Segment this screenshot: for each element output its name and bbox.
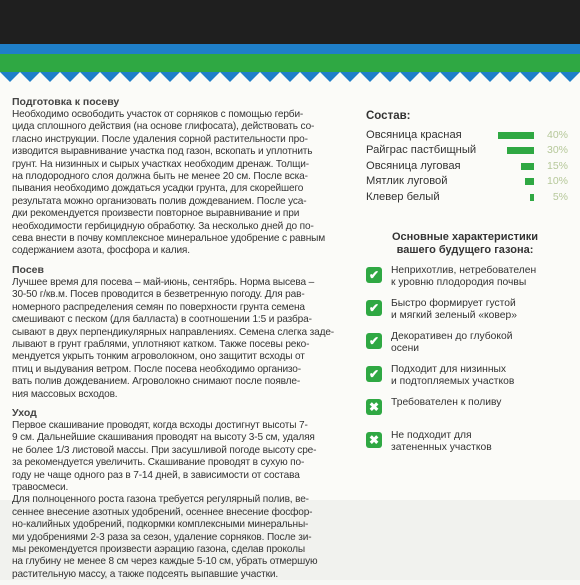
seed-percent: 5% xyxy=(552,190,568,203)
feature-line: Неприхотлив, нетребователен xyxy=(391,264,537,276)
text-line: сеннее внесение азотных удобрений, осеннее внесение фосфор- xyxy=(12,506,313,518)
feature-item xyxy=(366,397,572,430)
text-line: на плодородного слоя должна быть не менее 20 см. После вска- xyxy=(12,171,308,183)
text-line: необходимости гербицидную обработку. За несколько дней до по- xyxy=(12,220,314,232)
sowing-title: Посев xyxy=(12,263,44,276)
features-title-line: вашего будущего газона: xyxy=(396,243,534,256)
cross-icon: ✖ xyxy=(366,432,382,448)
check-icon: ✔ xyxy=(366,333,382,349)
text-line: сева внести в почву комплексное минеральное удобрение с равным xyxy=(12,233,326,245)
sowing-text xyxy=(12,277,358,401)
feature-item xyxy=(366,331,572,364)
cross-icon: ✖ xyxy=(366,399,382,415)
seed-name: Овсяница красная xyxy=(366,129,462,141)
grass-band xyxy=(0,44,580,84)
text-line: грунт. На низинных и сырых участках необходим дренаж. Толщи- xyxy=(12,158,309,170)
seed-percent: 10% xyxy=(546,175,568,188)
text-line: ния массовых всходов. xyxy=(12,388,118,400)
feature-item xyxy=(366,298,572,331)
text-line: мы рекомендуется произвести аэрацию газона, сделав проколы xyxy=(12,544,305,555)
seed-name: Овсяница луговая xyxy=(366,159,461,172)
text-line: изводится выравнивание участка под газон, вскопать и уплотнить xyxy=(12,146,313,158)
care-text xyxy=(12,420,358,581)
text-line: за рекомендуется увеличить. Скашивание проводят в сухую по- xyxy=(12,457,305,469)
text-line: растительную массу, а также подсеять выпавшие участки. xyxy=(12,568,279,580)
feature-text xyxy=(391,397,571,410)
feature-text xyxy=(391,331,571,356)
text-line: гласно инструкции. После удаления сорной растительности про- xyxy=(12,133,308,145)
text-line: Для полноценного роста газона требуется регулярный полив, ве- xyxy=(12,494,309,506)
feature-line: Подходит для низинных xyxy=(391,363,507,375)
composition-title: Состав: xyxy=(366,110,411,122)
text-line: номерного распределения семян по поверхности грунта семена xyxy=(12,301,305,313)
text-line: 9 см. Дальнейшие скашивания проводят на высоту 3-5 см, удаляя xyxy=(12,432,315,444)
composition-row xyxy=(366,143,572,158)
feature-item xyxy=(366,265,572,298)
care-title: Уход xyxy=(12,406,37,419)
text-line: не более 1/3 листовой массы. При засушливой погоде высоту сре- xyxy=(12,444,317,456)
text-line: пывания необходимо дождаться усадки грунта, для скорейшего xyxy=(12,183,304,195)
check-icon: ✔ xyxy=(366,267,382,283)
text-line: цида сплошного действия (на основе глифосата), действовать со- xyxy=(12,121,315,133)
text-line: году не чаще одного раз в 7-14 дней, в зависимости от состава травосмеси. xyxy=(12,469,300,493)
seed-percent: 40% xyxy=(546,129,568,141)
composition-row xyxy=(366,128,572,143)
text-line: вать полив дождеванием. Агроволокно снимают после появле- xyxy=(12,376,301,388)
percent-bar xyxy=(525,178,534,185)
seed-name: Мятлик луговой xyxy=(366,175,448,188)
prep-text xyxy=(12,109,358,258)
feature-item xyxy=(366,430,572,463)
feature-line: Требователен к поливу xyxy=(391,396,502,408)
text-line: птиц и выдувания ветром. После посева необходимо организо- xyxy=(12,363,301,375)
feature-text xyxy=(391,265,571,290)
prep-title: Подготовка к посеву xyxy=(12,96,120,108)
text-line: мендуется укрыть тонким агроволокном, оно защитит всходы от xyxy=(12,351,305,363)
text-line: лывают в грунт граблями, уплотняют катком. Также посевы реко- xyxy=(12,338,310,350)
seed-percent: 15% xyxy=(546,159,568,172)
text-line: 30-50 г/кв.м. Посев проводится в безветренную погоду. Для рав- xyxy=(12,289,305,301)
feature-line: и подтопляемых участков xyxy=(391,376,515,388)
text-line: Лучшее время для посева – май-июнь, сентябрь. Норма высева – xyxy=(12,276,315,288)
percent-bar xyxy=(498,132,534,139)
percent-bar xyxy=(507,147,534,154)
percent-bar xyxy=(521,163,535,170)
feature-line: и мягкий зеленый «ковер» xyxy=(391,310,517,322)
text-line: Первое скашивание проводят, когда всходы достигнут высоты 7- xyxy=(12,419,308,431)
text-line: смешивают с песком (для балласта) в соотношении 1:5 и разбра- xyxy=(12,314,312,326)
percent-bar xyxy=(530,194,535,201)
check-icon: ✔ xyxy=(366,366,382,382)
composition-column xyxy=(366,110,572,463)
features-title xyxy=(370,231,560,257)
composition-row xyxy=(366,174,572,189)
feature-text xyxy=(391,298,571,323)
composition-row xyxy=(366,159,572,174)
feature-line: к уровню плодородия почвы xyxy=(391,277,527,289)
text-line: на глубину не менее 8 см через каждые 5-10 см, убрать отмершую xyxy=(12,556,318,568)
feature-line: осени xyxy=(391,343,420,355)
check-icon: ✔ xyxy=(366,300,382,316)
features-title-line: Основные характеристики xyxy=(391,230,539,243)
feature-text xyxy=(391,364,571,389)
composition-row xyxy=(366,190,572,205)
feature-line: Быстро формирует густой xyxy=(391,297,516,309)
text-line: содержанием азота, фосфора и калия. xyxy=(12,245,190,257)
text-line: результата можно организовать полив дождеванием. После уса- xyxy=(12,195,307,207)
feature-line: Не подходит для xyxy=(391,429,472,441)
feature-line: затененных участков xyxy=(391,442,492,454)
instructions-column xyxy=(12,96,358,585)
text-line: дки рекомендуется произвести повторное выравнивание и при xyxy=(12,208,300,220)
text-line: ми удобрениями 2-3 раза за сезон, удаление сорняков. После зи- xyxy=(12,531,312,543)
feature-item xyxy=(366,364,572,397)
feature-line: Декоративен до глубокой xyxy=(391,330,513,342)
text-line: сывают в двух перпендикулярных направлениях. Семена слегка заде- xyxy=(12,326,335,338)
seed-name: Райграс пастбищный xyxy=(366,144,477,157)
composition-list xyxy=(366,128,572,205)
text-line: Необходимо освободить участок от сорняков с помощью герби- xyxy=(12,109,304,120)
feature-text xyxy=(391,430,571,455)
text-line: но-калийных удобрений, подкормки комплексными минеральны- xyxy=(12,519,309,531)
seed-percent: 30% xyxy=(546,144,568,157)
seed-name: Клевер белый xyxy=(366,190,440,203)
